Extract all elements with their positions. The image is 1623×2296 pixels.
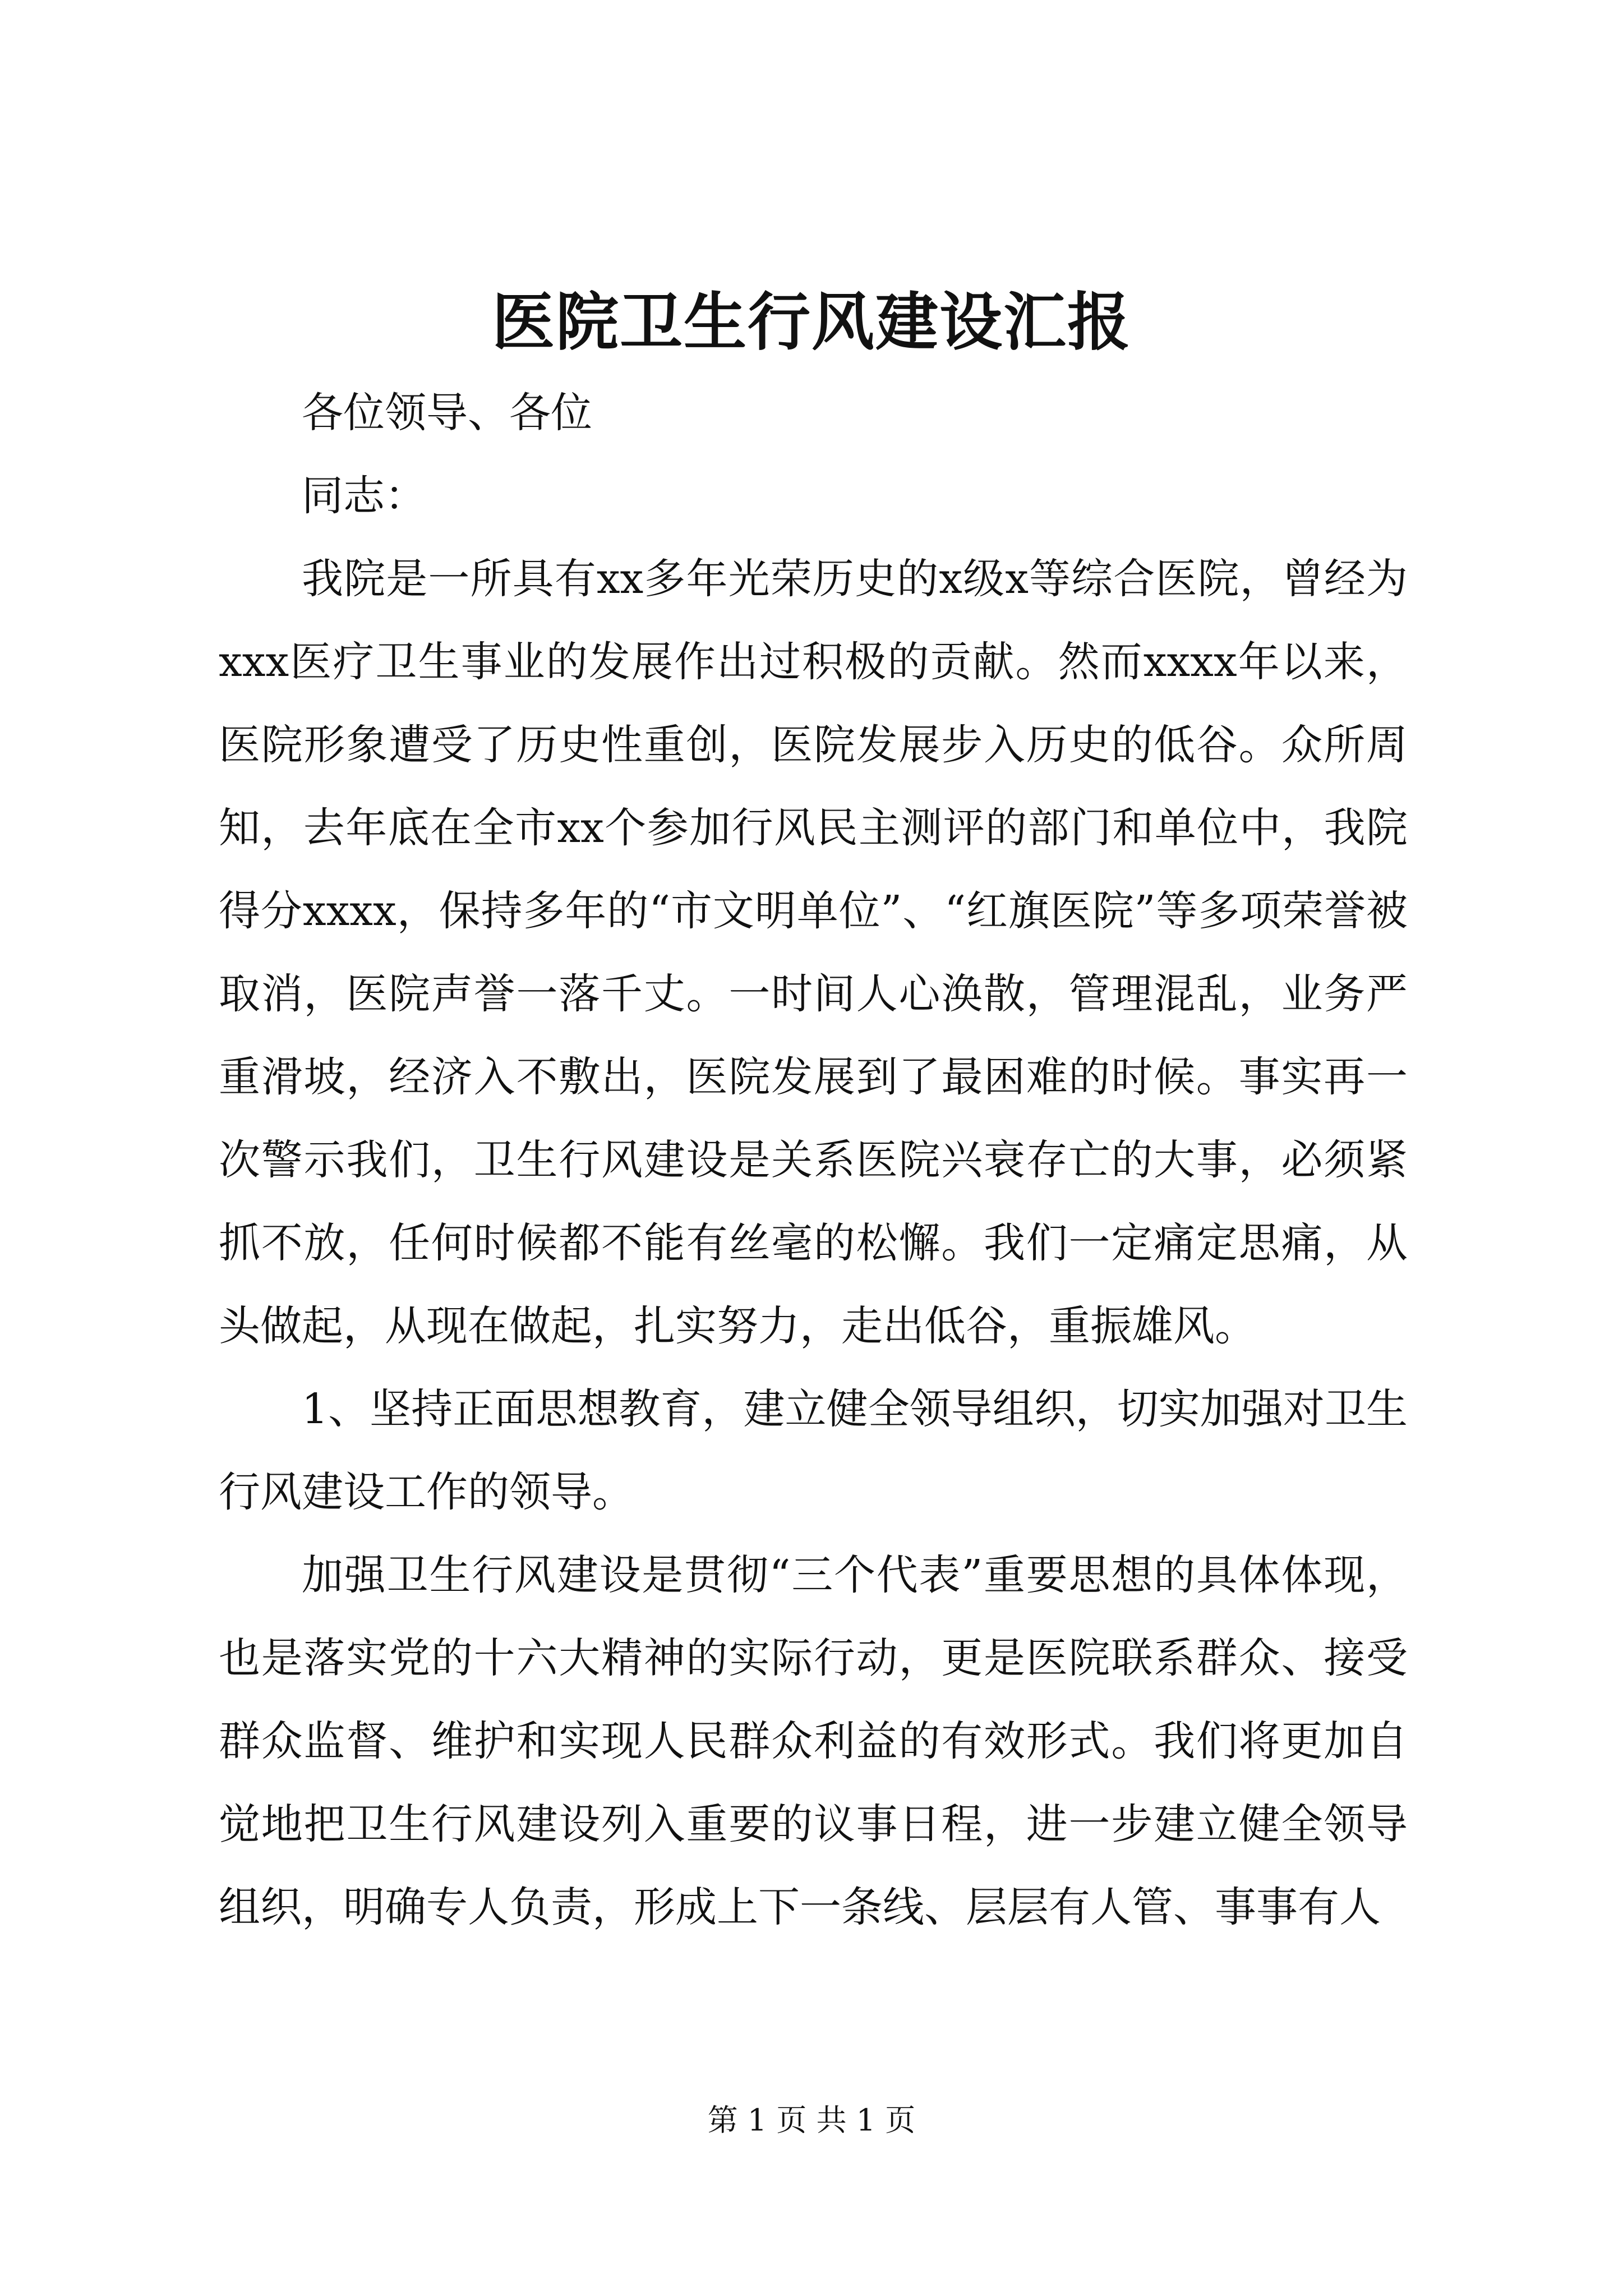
document-title: 医院卫生行风建设汇报: [492, 286, 1131, 359]
paragraph-intro: 我院是一所具有xx多年光荣历史的x级x等综合医院，曾经为xxx医疗卫生事业的发展作出过积极的贡献。然而xxxx年以来，医院形象遭受了历史性重创，医院发展步入历史的低谷。众所周知，去年底在全市xx个参加行风民主测评的部门和单位中，我院得分xxxx，保持多年的“市文明单位”、“红旗医院”等多项荣誉被取消，医院声誉一落千丈。一时间人心涣散，管理混乱，业务严重滑坡，经济入不敷出，医院发展到了最困难的时候。事实再一次警示我们，卫生行风建设是关系医院兴衰存亡的大事，必须紧抓不放，任何时候都不能有丝毫的松懈。我们一定痛定思痛，从头做起，从现在做起，扎实努力，走出低谷，重振雄风。: [219, 555, 1408, 1350]
document-body: [219, 371, 1408, 1949]
paragraph-section-1-heading: 1、坚持正面思想教育，建立健全领导组织，切实加强对卫生行风建设工作的领导。: [219, 1385, 1408, 1516]
paragraph-section-1-body: 加强卫生行风建设是贯彻“三个代表”重要思想的具体体现，也是落实党的十六大精神的实际行动，更是医院联系群众、接受群众监督、维护和实现人民群众利益的有效形式。我们将更加自觉地把卫生行风建设列入重要的议事日程，进一步建立健全领导组织，明确专人负责，形成上下一条线、层层有人管、事事有人: [219, 1551, 1408, 1931]
page-footer: 第 1 页 共 1 页: [707, 2102, 916, 2138]
salutation-line-2: 同志：: [302, 472, 426, 520]
salutation-line-1: 各位领导、各位: [302, 389, 592, 437]
